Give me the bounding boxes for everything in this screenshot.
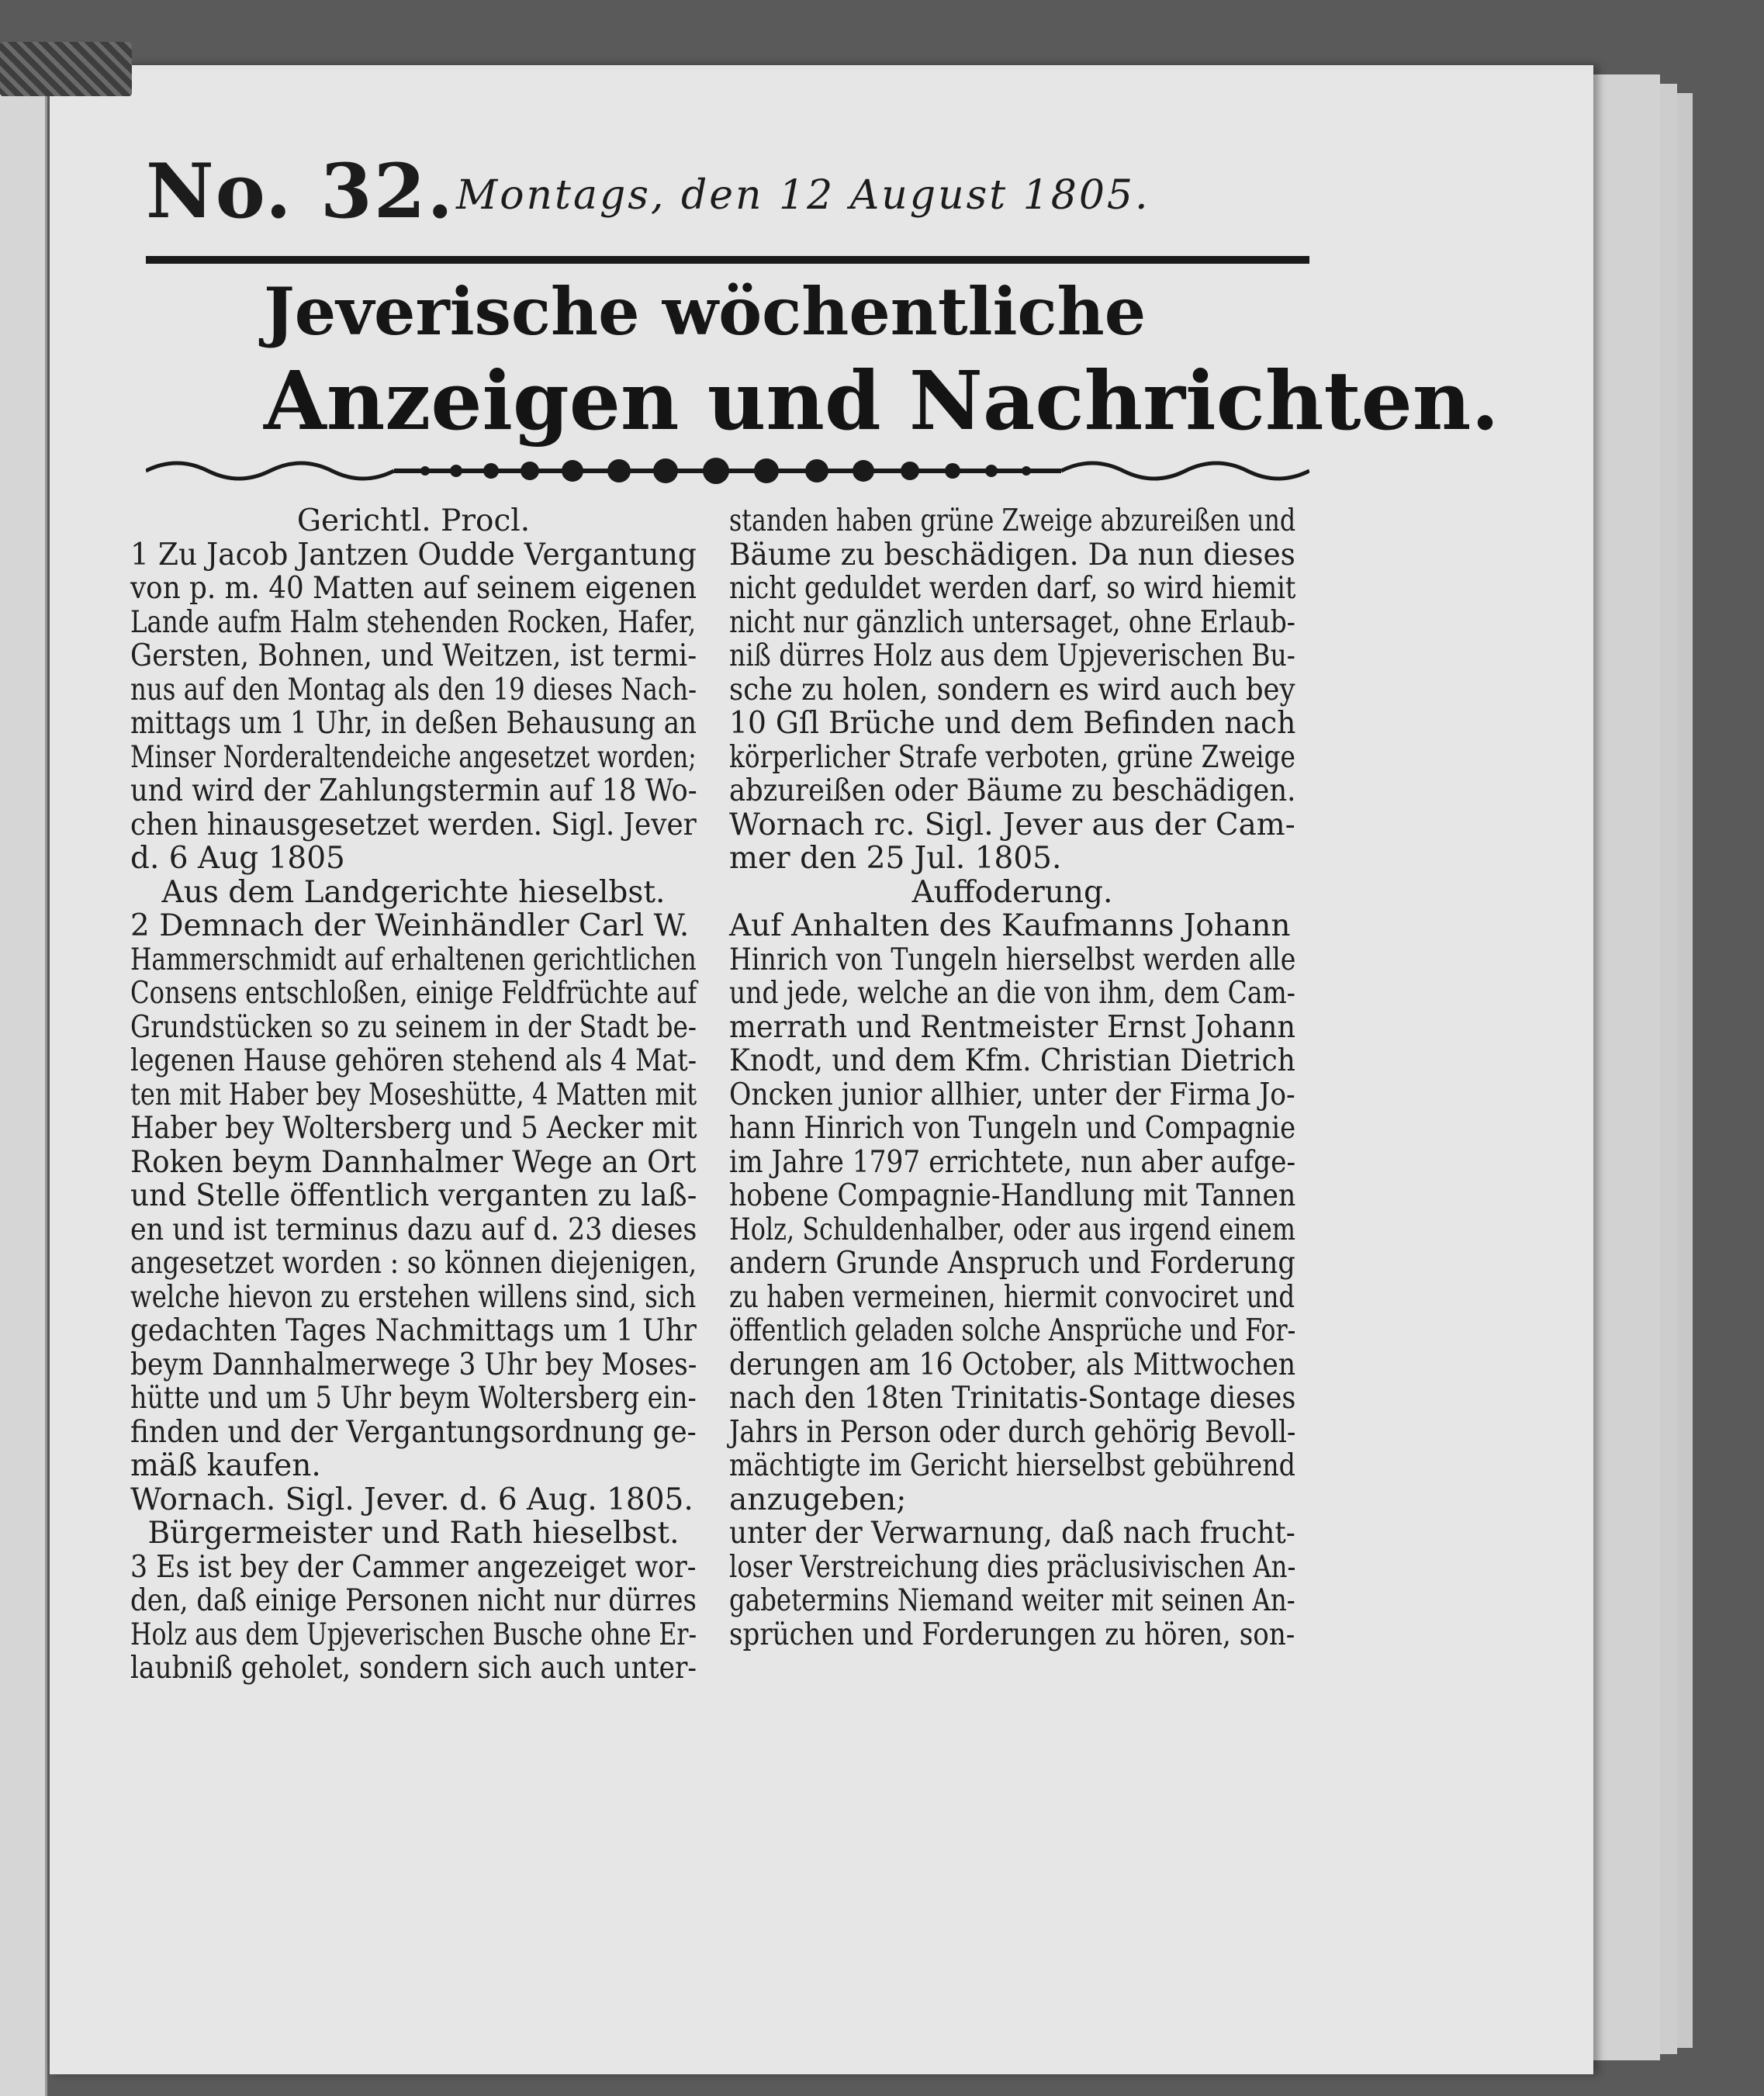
issue-number: No. 32.: [146, 147, 455, 235]
newspaper-title-line-1: Jeverische wöchentliche: [264, 273, 1147, 350]
text-line: andern Grunde Anspruch und Forderung: [729, 1246, 1295, 1281]
text-line: finden und der Vergantungsordnung ge-: [130, 1414, 697, 1450]
text-line: nach den 18ten Trinitatis-Sontage dieses: [729, 1381, 1296, 1416]
text-line: angesetzet worden : so können diejenigen,: [130, 1246, 697, 1281]
text-line: sprüchen und Forderungen zu hören, son-: [729, 1617, 1295, 1652]
text-line: anzugeben;: [729, 1482, 907, 1517]
text-line: merrath und Rentmeister Ernst Johann: [729, 1009, 1296, 1045]
text-line: ten mit Haber bey Moseshütte, 4 Matten mit: [130, 1077, 697, 1112]
text-line: und wird der Zahlungstermin auf 18 Wo-: [130, 773, 697, 808]
section-heading: Bürgermeister und Rath hieselbst.: [147, 1516, 680, 1551]
text-line: zu haben vermeinen, hiermit convociret und: [729, 1279, 1295, 1315]
text-line: 2 Demnach der Weinhändler Carl W.: [130, 908, 690, 943]
text-line: Bäume zu beschädigen. Da nun dieses: [729, 537, 1295, 572]
text-line: mer den 25 Jul. 1805.: [729, 841, 1062, 876]
masthead-rule: [146, 256, 1309, 264]
text-line: Wornach. Sigl. Jever. d. 6 Aug. 1805.: [130, 1482, 693, 1517]
previous-page-edge: [0, 62, 47, 2096]
text-line: Holz, Schuldenhalber, oder aus irgend einem: [729, 1212, 1295, 1247]
right-text-column: [729, 504, 1295, 1652]
text-line: unter der Verwarnung, daß nach frucht-: [729, 1516, 1295, 1551]
text-line: 1 Zu Jacob Jantzen Oudde Vergantung: [130, 537, 697, 572]
text-line: Auf Anhalten des Kaufmanns Johann: [729, 908, 1291, 943]
text-line: hütte und um 5 Uhr beym Woltersberg ein-: [130, 1381, 697, 1416]
text-line: Grundstücken so zu seinem in der Stadt be-: [130, 1009, 697, 1045]
text-line: nicht geduldet werden darf, so wird hiemit: [729, 571, 1296, 606]
masthead-issue-line: [146, 147, 1309, 233]
text-line: niß dürres Holz aus dem Upjeverischen Bu-: [729, 638, 1295, 673]
text-line: von p. m. 40 Matten auf seinem eigenen: [130, 571, 697, 606]
text-line: en und ist terminus dazu auf d. 23 dieses: [130, 1212, 697, 1247]
text-line: den, daß einige Personen nicht nur dürres: [130, 1583, 697, 1618]
ornamental-divider: [146, 451, 1309, 490]
text-line: Wornach rc. Sigl. Jever aus der Cam-: [729, 807, 1295, 842]
text-line: Oncken junior allhier, unter der Firma Jo-: [729, 1077, 1295, 1112]
text-line: abzureißen oder Bäume zu beschädigen.: [729, 773, 1296, 808]
text-line: 10 Gſl Brüche und dem Befinden nach: [729, 706, 1296, 741]
text-line: welche hievon zu erstehen willens sind, sich: [130, 1279, 697, 1315]
text-line: laubniß geholet, sondern sich auch unter-: [130, 1651, 697, 1686]
issue-date: Montags, den 12 August 1805.: [456, 172, 1150, 219]
text-line: körperlicher Strafe verboten, grüne Zweige: [729, 739, 1295, 775]
text-line: Knodt, und dem Kfm. Christian Dietrich: [729, 1043, 1295, 1078]
text-line: nicht nur gänzlich untersaget, ohne Erlaub-: [729, 604, 1295, 640]
text-line: standen haben grüne Zweige abzureißen und: [729, 503, 1296, 538]
text-line: d. 6 Aug 1805: [130, 841, 345, 876]
text-line: 3 Es ist bey der Cammer angezeiget wor-: [130, 1549, 697, 1585]
section-heading: Auffoderung.: [911, 874, 1113, 910]
text-line: Hinrich von Tungeln hierselbst werden alle: [729, 942, 1296, 977]
text-line: gabetermins Niemand weiter mit seinen An-: [729, 1583, 1295, 1618]
left-text-column: [130, 504, 697, 1686]
text-line: hann Hinrich von Tungeln und Compagnie: [729, 1111, 1296, 1146]
text-line: Lande aufm Halm stehenden Rocken, Hafer,: [130, 604, 697, 640]
text-line: loser Verstreichung dies präclusivischen An-: [729, 1549, 1296, 1585]
text-line: Roken beym Dannhalmer Wege an Ort: [130, 1144, 697, 1180]
text-line: mächtigte im Gericht hierselbst gebührend: [729, 1448, 1295, 1483]
text-line: mäß kaufen.: [130, 1448, 321, 1483]
section-heading: Aus dem Landgerichte hieselbst.: [161, 874, 666, 910]
text-line: legenen Hause gehören stehend als 4 Mat-: [130, 1043, 697, 1078]
newspaper-title-line-2: Anzeigen und Nachrichten.: [264, 353, 1499, 448]
text-line: Minser Norderaltendeiche angesetzet worden;: [130, 739, 697, 775]
text-line: beym Dannhalmerwege 3 Uhr bey Moses-: [130, 1347, 697, 1382]
text-line: und jede, welche an die von ihm, dem Cam-: [729, 976, 1295, 1011]
binding-thread: [0, 42, 132, 96]
text-line: Gersten, Bohnen, und Weitzen, ist termi-: [130, 638, 697, 673]
text-line: mittags um 1 Uhr, in deßen Behausung an: [130, 706, 697, 741]
text-line: chen hinausgesetzet werden. Sigl. Jever: [130, 807, 697, 842]
text-line: Haber bey Woltersberg und 5 Aecker mit: [130, 1111, 697, 1146]
text-line: hobene Compagnie-Handlung mit Tannen: [729, 1178, 1296, 1213]
text-line: und Stelle öffentlich verganten zu laß-: [130, 1178, 697, 1213]
text-line: gedachten Tages Nachmittags um 1 Uhr: [130, 1313, 697, 1348]
text-line: Holz aus dem Upjeverischen Busche ohne Er-: [130, 1617, 697, 1652]
text-line: Jahrs in Person oder durch gehörig Bevoll-: [729, 1414, 1296, 1450]
text-line: im Jahre 1797 errichtete, nun aber aufge-: [729, 1144, 1296, 1180]
text-line: sche zu holen, sondern es wird auch bey: [729, 672, 1295, 707]
text-line: Consens entschloßen, einige Feldfrüchte auf: [130, 976, 697, 1011]
text-line: nus auf den Montag als den 19 dieses Nach-: [130, 672, 697, 707]
section-heading: Gerichtl. Procl.: [296, 503, 531, 538]
text-line: derungen am 16 October, als Mittwochen: [729, 1347, 1296, 1382]
text-line: Hammerschmidt auf erhaltenen gerichtlichen: [130, 942, 697, 977]
text-line: öffentlich geladen solche Ansprüche und For-: [729, 1313, 1296, 1348]
